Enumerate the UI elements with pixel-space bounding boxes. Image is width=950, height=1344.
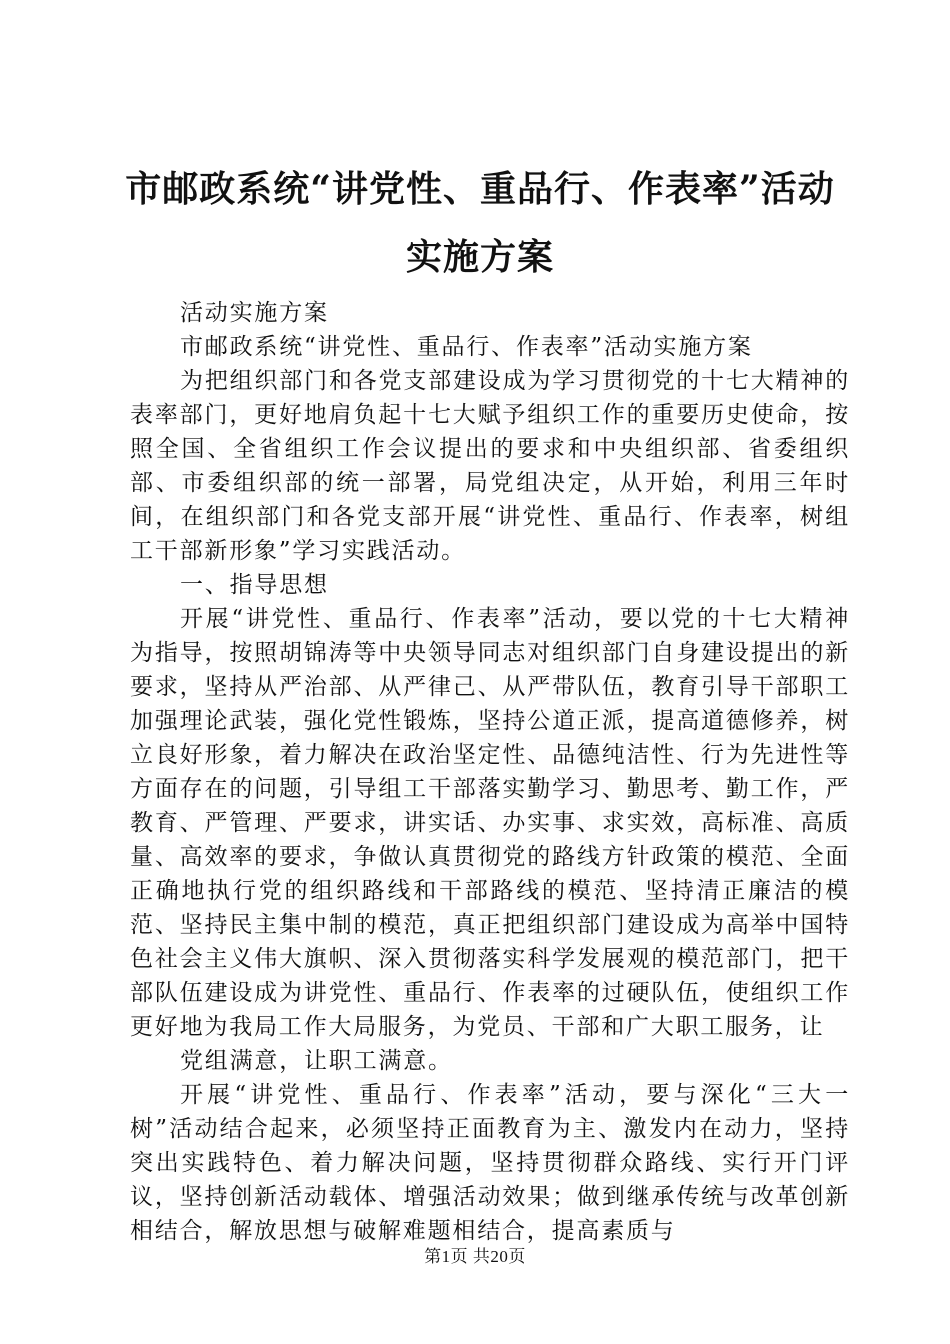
- page-footer: 第1页 共20页: [424, 1247, 526, 1266]
- document-body: [130, 296, 850, 1248]
- paragraph-continuation: 党组满意，让职工满意。: [180, 1048, 453, 1074]
- paragraph-combination: 开展“讲党性、重品行、作表率”活动，要与深化“三大一树”活动结合起来，必须坚持正面教育为主、激发内在动力，坚持突出实践特色、着力解决问题，坚持贯彻群众路线、实行开门评议，坚持创新活动载体、增强活动效果；做到继承传统与改革创新相结合，解放思想与破解难题相结合，提高素质与: [130, 1082, 850, 1244]
- section-heading: 一、指导思想: [180, 572, 329, 598]
- paragraph-subtitle: 活动实施方案: [180, 300, 329, 326]
- title-line-1: 市邮政系统“讲党性、重品行、作表率”活动: [125, 168, 835, 210]
- title-line-2: 实施方案: [405, 236, 554, 278]
- paragraph-intro: 为把组织部门和各党支部建设成为学习贯彻党的十七大精神的表率部门，更好地肩负起十七大赋予组织工作的重要历史使命，按照全国、全省组织工作会议提出的要求和中央组织部、省委组织部、市委组织部的统一部署，局党组决定，从开始，利用三年时间，在组织部门和各党支部开展“讲党性、重品行、作表率，树组工干部新形象”学习实践活动。: [130, 368, 850, 564]
- paragraph-guiding-thought: 开展“讲党性、重品行、作表率”活动，要以党的十七大精神为指导，按照胡锦涛等中央领导同志对组织部门自身建设提出的新要求，坚持从严治部、从严律己、从严带队伍，教育引导干部职工加强理论武装，强化党性锻炼，坚持公道正派，提高道德修养，树立良好形象，着力解决在政治坚定性、品德纯洁性、行为先进性等方面存在的问题，引导组工干部落实勤学习、勤思考、勤工作，严教育、严管理、严要求，讲实话、办实事、求实效，高标准、高质量、高效率的要求，争做认真贯彻党的路线方针政策的模范、全面正确地执行党的组织路线和干部路线的模范、坚持清正廉洁的模范、坚持民主集中制的模范，真正把组织部门建设成为高举中国特色社会主义伟大旗帜、深入贯彻落实科学发展观的模范部门，把干部队伍建设成为讲党性、重品行、作表率的过硬队伍，使组织工作更好地为我局工作大局服务，为党员、干部和广大职工服务，让: [130, 606, 850, 1040]
- paragraph-full-title: 市邮政系统“讲党性、重品行、作表率”活动实施方案: [180, 334, 753, 360]
- document-title: [100, 155, 860, 291]
